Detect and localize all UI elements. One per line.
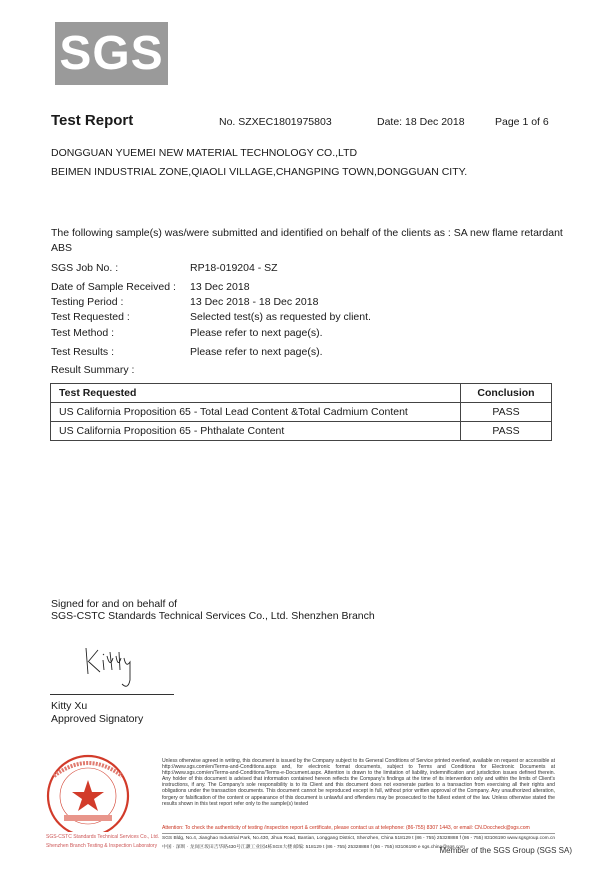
stamp-caption-2: Shenzhen Branch Testing & Inspection Laboratory <box>46 843 158 849</box>
page-indicator: Page 1 of 6 <box>495 116 549 128</box>
conclusion-cell: PASS <box>461 422 552 441</box>
testing-period-value: 13 Dec 2018 - 18 Dec 2018 <box>190 296 319 308</box>
test-requested-value: Selected test(s) as requested by client. <box>190 311 371 323</box>
received-date-label: Date of Sample Received : <box>51 281 176 293</box>
job-no-value: RP18-019204 - SZ <box>190 262 278 274</box>
test-requested-header: Test Requested <box>51 384 461 403</box>
signed-on-behalf: Signed for and on behalf of <box>51 598 178 610</box>
legal-disclaimer: Unless otherwise agreed in writing, this document is issued by the Company subject to its General Conditions of Service printed overleaf, available on request or accessible at http://www.sgs.com/en/Terms-and-Conditions.aspx and, for electronic format documents, subject to Terms and Conditions for Electronic Documents at http://www.sgs.com/en/Terms-and-Conditions/Terms-e-Document.aspx. Attention is drawn to the limitation of liability, indemnification and jurisdiction issues defined therein. Any holder of this document is advised that information contained hereon reflects the Company's findings at the time of its intervention only and within the limits of Client's instructions, if any. The Company's sole responsibility is to its Client and this document does not exonerate parties to a transaction from exercising all their rights and obligations under the transaction documents. This document cannot be reproduced except in full, without prior written approval of the Company. Any unauthorized alteration, forgery or falsification of the content or appearance of this document is unlawful and offenders may be prosecuted to the fullest extent of the law. Unless otherwise stated the results shown in this test report refer only to the sample(s) tested <box>162 758 555 807</box>
official-seal-stamp <box>26 752 156 832</box>
table-header-row <box>51 384 552 403</box>
result-summary-label: Result Summary : <box>51 364 135 376</box>
table-row <box>51 403 552 422</box>
test-results-label: Test Results : <box>51 346 115 358</box>
job-no-label: SGS Job No. : <box>51 262 119 274</box>
signing-company: SGS-CSTC Standards Technical Services Co., Ltd. Shenzhen Branch <box>51 610 375 622</box>
test-requested-label: Test Requested : <box>51 311 130 323</box>
stamp-caption-1: SGS-CSTC Standards Technical Services Co., Ltd. <box>46 834 160 840</box>
signatory-title: Approved Signatory <box>51 713 144 725</box>
address-english: SGS Bldg, No.4, Jianghao Industrial Park, No.430, Jihua Road, Bantian, Longgang District, Shenzhen, China 518129 t (86 - 755) 25328888 f (86 - 755) 83106190 www.sgsgroup.com.cn <box>162 836 556 841</box>
report-title: Test Report <box>51 112 134 129</box>
test-method-label: Test Method : <box>51 327 115 339</box>
footer-divider <box>162 833 555 834</box>
table-row <box>51 422 552 441</box>
member-notice: Member of the SGS Group (SGS SA) <box>439 846 572 855</box>
conclusion-cell: PASS <box>461 403 552 422</box>
test-method-value: Please refer to next page(s). <box>190 327 323 339</box>
report-number: No. SZXEC1801975803 <box>219 116 332 128</box>
address-chinese: 中国 · 深圳 · 龙岗区坂田吉华路430号江灏工业园4栋SGS大楼 邮编: 518129 t (86 - 755) 25328888 f (86 - 755) 83106190 e sgs.china@sgs.com <box>162 845 465 850</box>
handwritten-signature <box>82 640 142 692</box>
logo-text: SGS <box>59 27 164 80</box>
test-results-value: Please refer to next page(s). <box>190 346 323 358</box>
testing-period-label: Testing Period : <box>51 296 124 308</box>
client-address: BEIMEN INDUSTRIAL ZONE,QIAOLI VILLAGE,CHANGPING TOWN,DONGGUAN CITY. <box>51 166 468 178</box>
test-cell: US California Proposition 65 - Phthalate Content <box>51 422 461 441</box>
signatory-name: Kitty Xu <box>51 700 88 712</box>
sgs-logo <box>55 22 168 85</box>
conclusion-header: Conclusion <box>461 384 552 403</box>
authenticity-notice: Attention: To check the authenticity of testing /inspection report & certificate, please contact us at telephone: (86-755) 8307 1443, or email: CN.Doccheck@sgs.com <box>162 825 530 831</box>
received-date-value: 13 Dec 2018 <box>190 281 250 293</box>
signature-line <box>50 694 174 695</box>
sample-description-cont: ABS <box>51 242 73 254</box>
result-summary-table <box>50 383 552 441</box>
sample-description: The following sample(s) was/were submitted and identified on behalf of the clients as : SA new flame retardant <box>51 227 563 239</box>
client-name: DONGGUAN YUEMEI NEW MATERIAL TECHNOLOGY CO.,LTD <box>51 147 358 159</box>
test-cell: US California Proposition 65 - Total Lead Content &Total Cadmium Content <box>51 403 461 422</box>
report-date: Date: 18 Dec 2018 <box>377 116 465 128</box>
